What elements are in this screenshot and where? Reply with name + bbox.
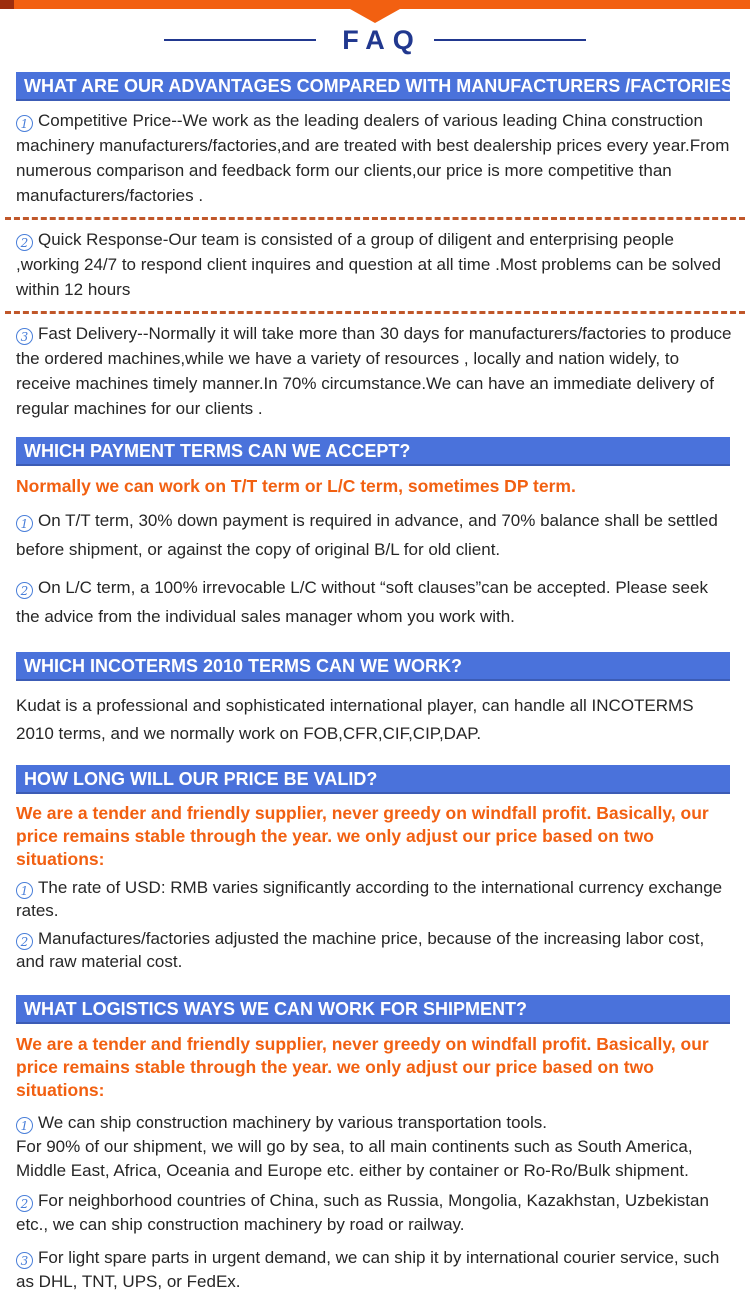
- question-header-advantages: WHAT ARE OUR ADVANTAGES COMPARED WITH MANUFACTURERS /FACTORIES ?: [16, 72, 730, 101]
- answer-item: [16, 1111, 734, 1135]
- section-logistics: [16, 1033, 734, 1294]
- answer-text: Fast Delivery--Normally it will take more than 30 days for manufacturers/factories to produce the ordered machines,while we have a variety of resources , locally and nation widely, to receive machines timely manner.In 70% circumstance.We can have an immediate delivery of regular machines for our clients .: [16, 324, 732, 418]
- intro-highlight: We are a tender and friendly supplier, never greedy on windfall profit. Basically, our price remains stable through the year. we only adjust our price based on two situations:: [16, 803, 709, 869]
- section-incoterms: [16, 692, 734, 748]
- section-advantages: [16, 108, 734, 423]
- answer-continuation-text: For 90% of our shipment, we will go by sea, to all main continents such as South America, Middle East, Africa, Oceania and Europe etc. either by container or Ro-Ro/Bulk shipment.: [16, 1137, 693, 1180]
- answer-text: Manufactures/factories adjusted the machine price, because of the increasing labor cost, and raw material cost.: [16, 929, 705, 971]
- title-rule-left: [164, 39, 316, 41]
- answer-text: Kudat is a professional and sophisticated international player, can handle all INCOTERMS 2010 terms, and we normally work on FOB,CFR,CIF,CIP,DAP.: [16, 696, 694, 743]
- intro-highlight: Normally we can work on T/T term or L/C term, sometimes DP term.: [16, 476, 576, 496]
- answer-item: [16, 1246, 734, 1294]
- section-payment: [16, 475, 734, 631]
- down-arrow-icon: [350, 9, 400, 23]
- top-accent-bar-left-segment: [0, 0, 14, 9]
- title-rule-right: [434, 39, 586, 41]
- answer-item: [16, 876, 734, 922]
- circled-number-badge: 3: [16, 328, 33, 345]
- section-price-validity: [16, 802, 734, 973]
- question-header-incoterms: WHICH INCOTERMS 2010 TERMS CAN WE WORK?: [16, 652, 730, 681]
- answer-item: [16, 927, 734, 973]
- top-accent-bar: [0, 0, 750, 9]
- answer-item: [16, 108, 734, 210]
- question-header-logistics: WHAT LOGISTICS WAYS WE CAN WORK FOR SHIPMENT?: [16, 995, 730, 1024]
- answer-text: For neighborhood countries of China, such as Russia, Mongolia, Kazakhstan, Uzbekistan etc., we can ship construction machinery by road or railway.: [16, 1191, 709, 1234]
- circled-number-badge: 1: [16, 515, 33, 532]
- question-header-price-validity: HOW LONG WILL OUR PRICE BE VALID?: [16, 765, 730, 794]
- answer-text: The rate of USD: RMB varies significantly according to the international currency exchange rates.: [16, 878, 723, 920]
- answer-text: On T/T term, 30% down payment is required in advance, and 70% balance shall be settled before shipment, or against the copy of original B/L for old client.: [16, 511, 718, 559]
- circled-number-badge: 2: [16, 933, 33, 950]
- circled-number-badge: 1: [16, 882, 33, 899]
- circled-number-badge: 2: [16, 582, 33, 599]
- answer-text: Quick Response-Our team is consisted of a group of diligent and enterprising people ,working 24/7 to respond client inquires and question at all time .Most problems can be solved within 12 hours: [16, 230, 721, 299]
- answer-text: Competitive Price--We work as the leading dealers of various leading China construction machinery manufacturers/factories,and are treated with best dealership prices every year.From numerous comparison and feedback form our clients,our price is more competitive than manufacturers/factories .: [16, 111, 730, 205]
- dashed-divider: [5, 217, 745, 220]
- dashed-divider: [5, 311, 745, 314]
- page-title: FAQ: [342, 24, 422, 55]
- circled-number-badge: 1: [16, 1117, 33, 1134]
- answer-item: [16, 506, 734, 564]
- answer-item: [16, 573, 734, 631]
- circled-number-badge: 3: [16, 1252, 33, 1269]
- answer-item: [16, 1189, 734, 1237]
- question-header-payment: WHICH PAYMENT TERMS CAN WE ACCEPT?: [16, 437, 730, 466]
- circled-number-badge: 2: [16, 234, 33, 251]
- answer-text: On L/C term, a 100% irrevocable L/C without “soft clauses”can be accepted. Please seek the advice from the individual sales manager whom you work with.: [16, 578, 708, 626]
- answer-item: [16, 321, 734, 423]
- answer-item: [16, 227, 734, 304]
- intro-highlight: We are a tender and friendly supplier, never greedy on windfall profit. Basically, our price remains stable through the year. we only adjust our price based on two situations:: [16, 1034, 709, 1100]
- answer-text: For light spare parts in urgent demand, we can ship it by international courier service, such as DHL, TNT, UPS, or FedEx.: [16, 1248, 720, 1291]
- circled-number-badge: 1: [16, 115, 33, 132]
- circled-number-badge: 2: [16, 1195, 33, 1212]
- answer-text: We can ship construction machinery by various transportation tools.: [38, 1113, 547, 1132]
